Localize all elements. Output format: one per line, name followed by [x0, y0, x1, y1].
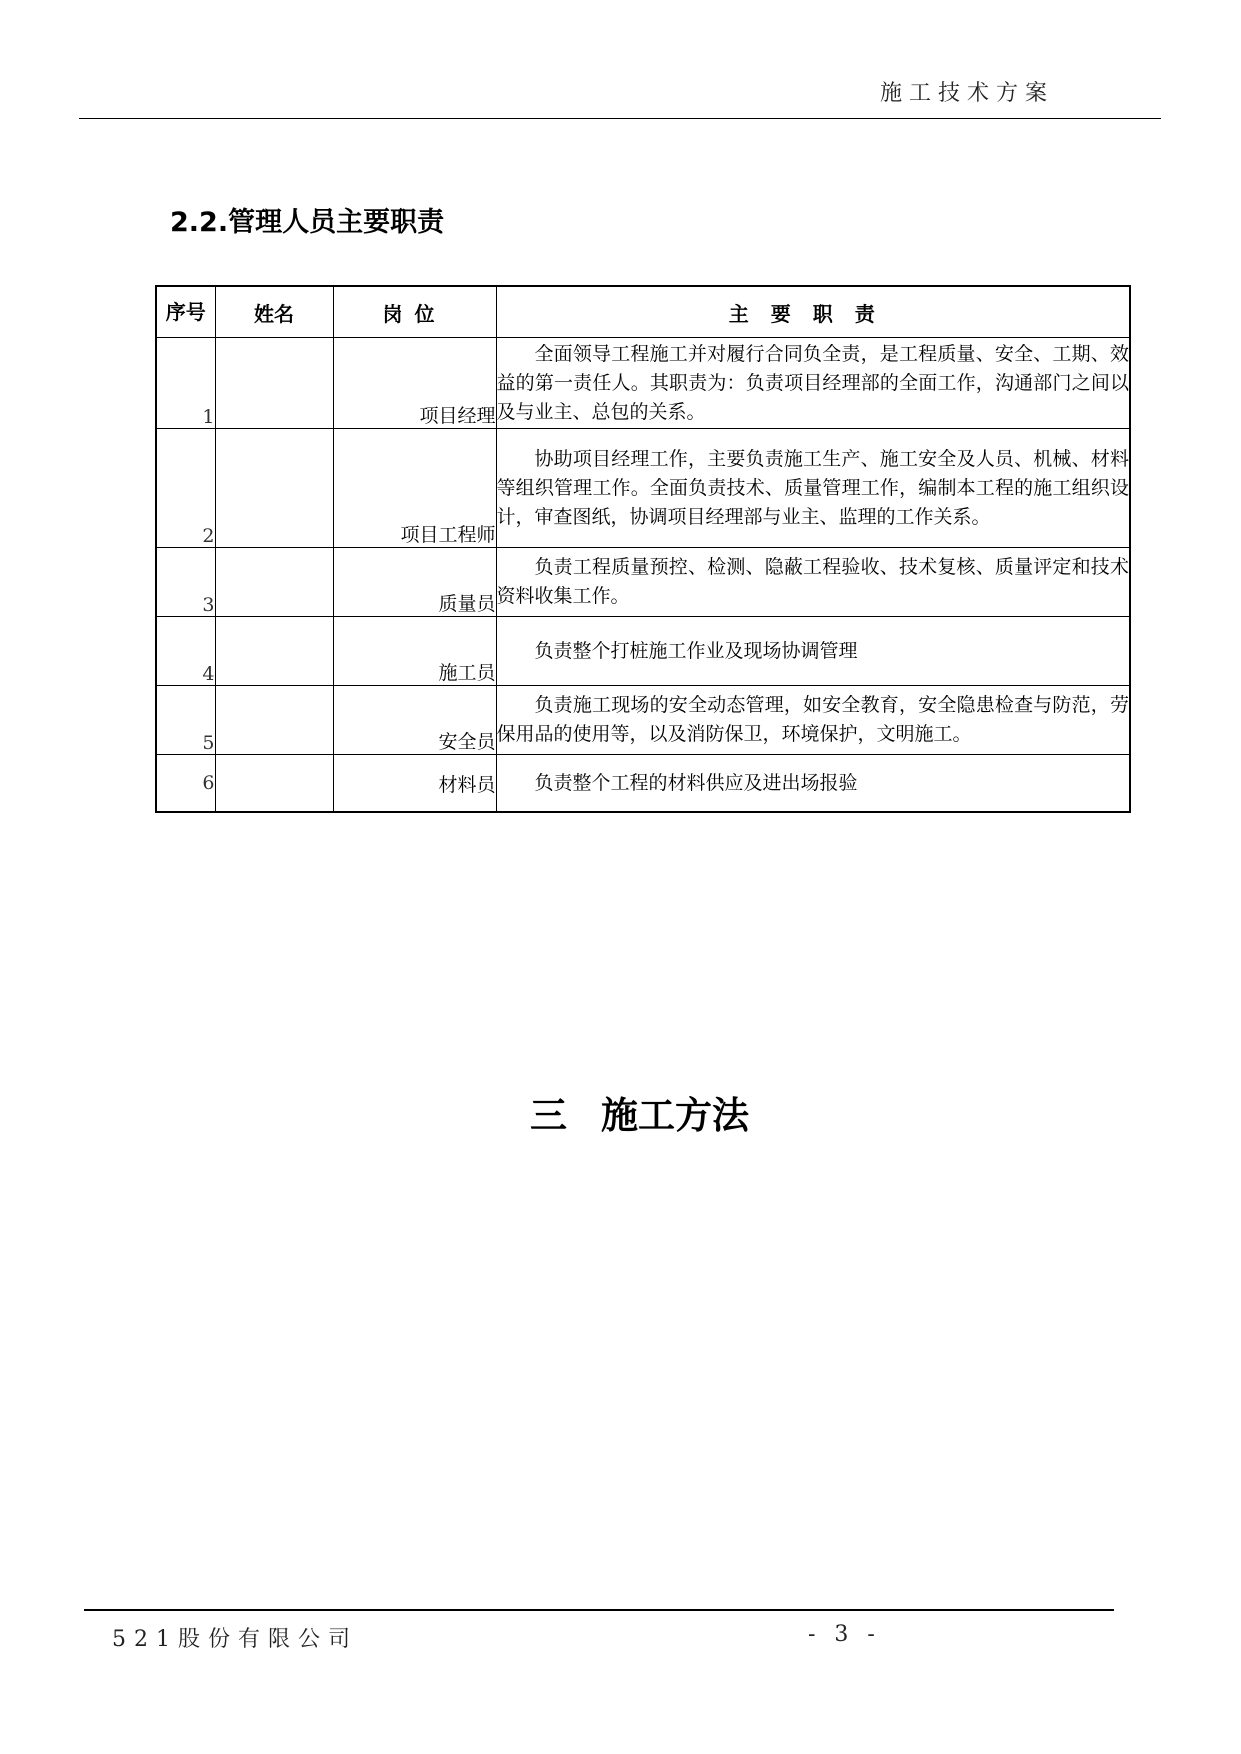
row-name: [215, 429, 333, 548]
row-name: [215, 617, 333, 686]
row-duty: 负责整个打桩施工作业及现场协调管理: [496, 617, 1130, 686]
row-duty: 全面领导工程施工并对履行合同负全责，是工程质量、安全、工期、效益的第一责任人。其职责为：负责项目经理部的全面工作，沟通部门之间以及与业主、总包的关系。: [496, 338, 1130, 429]
table-row: [156, 617, 1130, 686]
row-name: [215, 548, 333, 617]
table-row: [156, 686, 1130, 755]
row-number: 5: [156, 686, 215, 755]
row-name: [215, 686, 333, 755]
row-number: 1: [156, 338, 215, 429]
section-heading: 2.2.管理人员主要职责: [170, 207, 445, 238]
table-row: [156, 338, 1130, 429]
row-post: 项目经理: [333, 338, 496, 429]
footer-company: 521股份有限公司: [112, 1627, 358, 1652]
row-duty: 负责工程质量预控、检测、隐蔽工程验收、技术复核、质量评定和技术资料收集工作。: [496, 548, 1130, 617]
table-row: [156, 755, 1130, 813]
footer-page-number: - 3 -: [808, 1622, 881, 1647]
row-number: 3: [156, 548, 215, 617]
row-post: 安全员: [333, 686, 496, 755]
header-cell-name: 姓名: [215, 286, 333, 338]
chapter-number: 三: [530, 1094, 567, 1137]
row-duty: 协助项目经理工作，主要负责施工生产、施工安全及人员、机械、材料等组织管理工作。全面负责技术、质量管理工作，编制本工程的施工组织设计，审查图纸，协调项目经理部与业主、监理的工作关系。: [496, 429, 1130, 548]
row-duty: 负责整个工程的材料供应及进出场报验: [496, 755, 1130, 813]
row-post: 项目工程师: [333, 429, 496, 548]
duties-table: [155, 285, 1131, 813]
row-post: 质量员: [333, 548, 496, 617]
table-row: [156, 429, 1130, 548]
row-post: 材料员: [333, 755, 496, 813]
row-number: 4: [156, 617, 215, 686]
header-cell-post: 岗位: [333, 286, 496, 338]
row-number: 6: [156, 755, 215, 813]
table-row: [156, 548, 1130, 617]
row-duty: 负责施工现场的安全动态管理，如安全教育，安全隐患检查与防范，劳保用品的使用等，以及消防保卫，环境保护，文明施工。: [496, 686, 1130, 755]
footer-rule: [84, 1609, 1114, 1611]
running-header-title: 施工技术方案: [880, 81, 1055, 106]
table-header-row: [156, 286, 1130, 338]
chapter-name: 施工方法: [601, 1094, 749, 1137]
row-name: [215, 755, 333, 813]
row-number: 2: [156, 429, 215, 548]
row-post: 施工员: [333, 617, 496, 686]
header-rule: [79, 118, 1161, 119]
header-cell-no: 序号: [156, 286, 215, 338]
chapter-title: [530, 1085, 749, 1139]
header-cell-duty: 主要职责: [496, 286, 1130, 338]
row-name: [215, 338, 333, 429]
